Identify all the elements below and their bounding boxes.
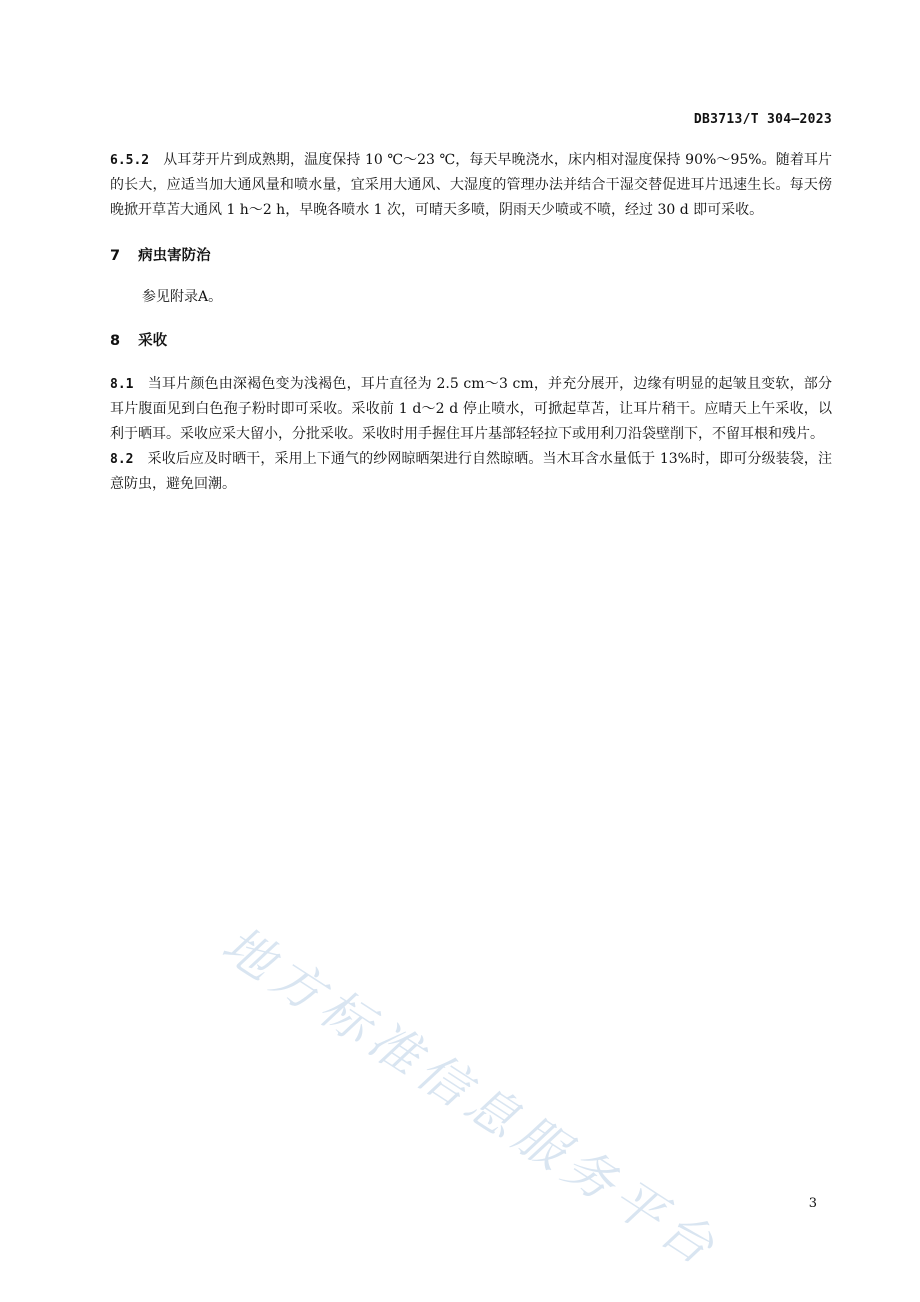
clause-number: 8.2 <box>110 452 134 467</box>
section-title: 采收 <box>138 333 168 349</box>
appendix-reference: 参见附录A。 <box>142 289 223 305</box>
clause-6-5-2 <box>110 148 832 223</box>
section-title: 病虫害防治 <box>138 248 211 264</box>
clause-8-2 <box>110 447 832 497</box>
section-heading-8 <box>110 330 832 352</box>
clause-number: 8.1 <box>110 377 134 392</box>
document-code: DB3713/T 304—2023 <box>693 112 832 127</box>
document-body <box>110 148 832 497</box>
page-number: 3 <box>808 1196 817 1211</box>
clause-text: 当耳片颜色由深褐色变为浅褐色，耳片直径为 2.5 cm～3 cm，并充分展开，边缘有明显的起皱且变软，部分耳片腹面见到白色孢子粉时即可采收。采收前 1 d～2 d 停止喷水，可掀起草苫，让耳片稍干。应晴天上午采收，以利于晒耳。采收应采大留小，分批采收。采收时用手握住耳片基部轻轻拉下或用利刀沿袋壁削下，不留耳根和残片。 <box>110 376 832 442</box>
clause-text: 采收后应及时晒干，采用上下通气的纱网晾晒架进行自然晾晒。当木耳含水量低于 13%时，即可分级装袋，注意防虫，避免回潮。 <box>110 451 832 492</box>
clause-number: 6.5.2 <box>110 153 150 168</box>
section-number: 8 <box>110 333 121 349</box>
clause-8-1 <box>110 372 832 447</box>
watermark: 地方标准信息服务平台 <box>212 915 731 1280</box>
section-number: 7 <box>110 248 121 264</box>
clause-text: 从耳芽开片到成熟期，温度保持 10 ℃～23 ℃，每天早晚浇水，床内相对湿度保持 90%～95%。随着耳片的长大，应适当加大通风量和喷水量，宜采用大通风、大湿度的管理办法并结合干湿交替促进耳片迅速生长。每天傍晚掀开草苫大通风 1 h～2 h，早晚各喷水 1 次，可晴天多喷，阴雨天少喷或不喷，经过 30 d 即可采收。 <box>110 152 832 218</box>
section-heading-7 <box>110 245 832 267</box>
